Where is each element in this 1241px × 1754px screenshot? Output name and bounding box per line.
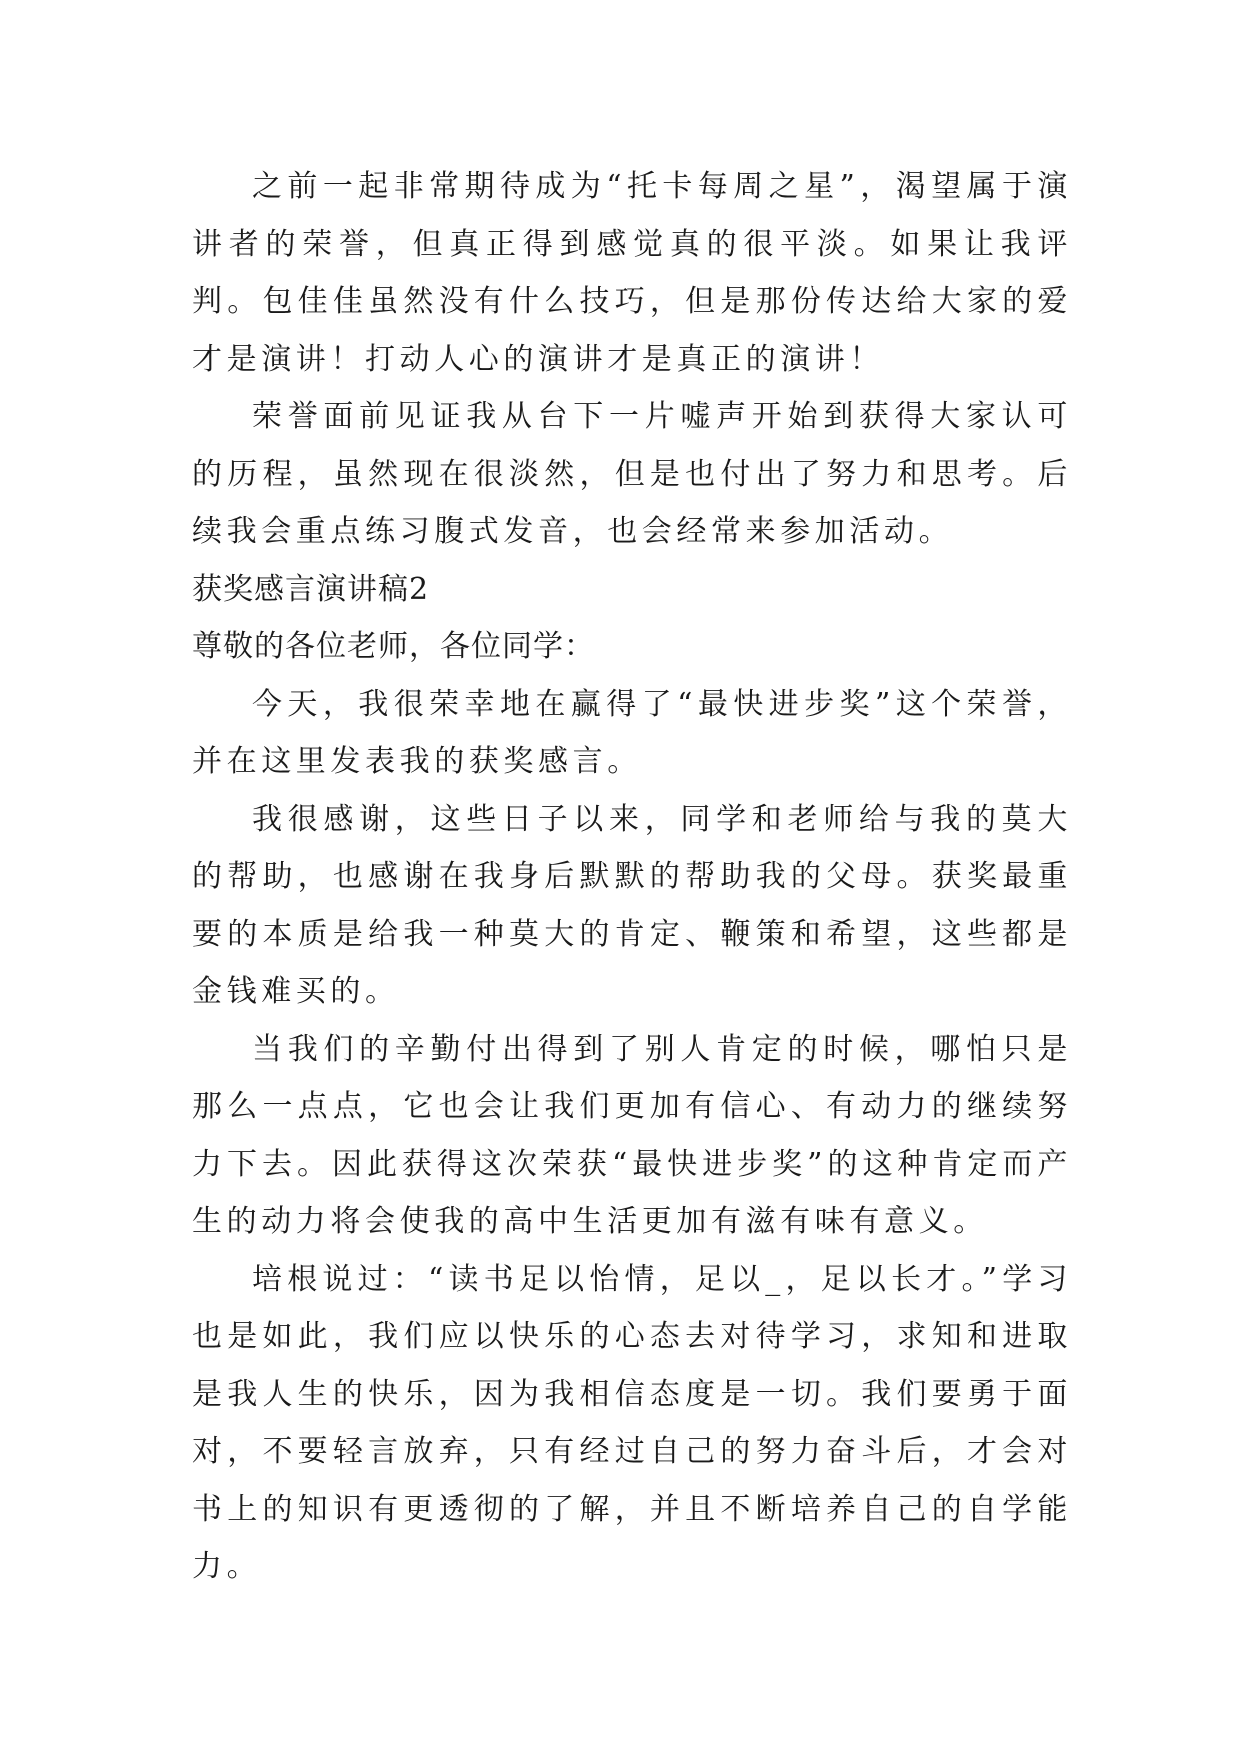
section-heading: 获奖感言演讲稿2: [192, 571, 430, 607]
paragraph-6: 培根说过：“读书足以怡情，足以_，足以长才。”学习也是如此，我们应以快乐的心态去对待学习，求知和进取是我人生的快乐，因为我相信态度是一切。我们要勇于面对，不要轻言放弃，只有经过自己的努力奋斗后，才会对书上的知识有更透彻的了解，并且不断培养自己的自学能力。: [192, 1261, 1072, 1584]
paragraph-1: 之前一起非常期待成为“托卡每周之星”，渴望属于演讲者的荣誉，但真正得到感觉真的很平淡。如果让我评判。包佳佳虽然没有什么技巧，但是那份传达给大家的爱才是演讲！打动人心的演讲才是真正的演讲！: [192, 169, 1072, 377]
salutation: 尊敬的各位老师，各位同学：: [192, 629, 595, 664]
paragraph-2: 荣誉面前见证我从台下一片嘘声开始到获得大家认可的历程，虽然现在很淡然，但是也付出了努力和思考。后续我会重点练习腹式发音，也会经常来参加活动。: [192, 399, 1072, 549]
paragraph-5: 当我们的辛勤付出得到了别人肯定的时候，哪怕只是那么一点点，它也会让我们更加有信心、有动力的继续努力下去。因此获得这次荣获“最快进步奖”的这种肯定而产生的动力将会使我的高中生活更加有滋有味有意义。: [192, 1031, 1072, 1239]
paragraph-3: 今天，我很荣幸地在赢得了“最快进步奖”这个荣誉，并在这里发表我的获奖感言。: [192, 686, 1072, 779]
document-body: [192, 158, 1072, 1596]
paragraph-4: 我很感谢，这些日子以来，同学和老师给与我的莫大的帮助，也感谢在我身后默默的帮助我的父母。获奖最重要的本质是给我一种莫大的肯定、鞭策和希望，这些都是金钱难买的。: [192, 801, 1072, 1009]
